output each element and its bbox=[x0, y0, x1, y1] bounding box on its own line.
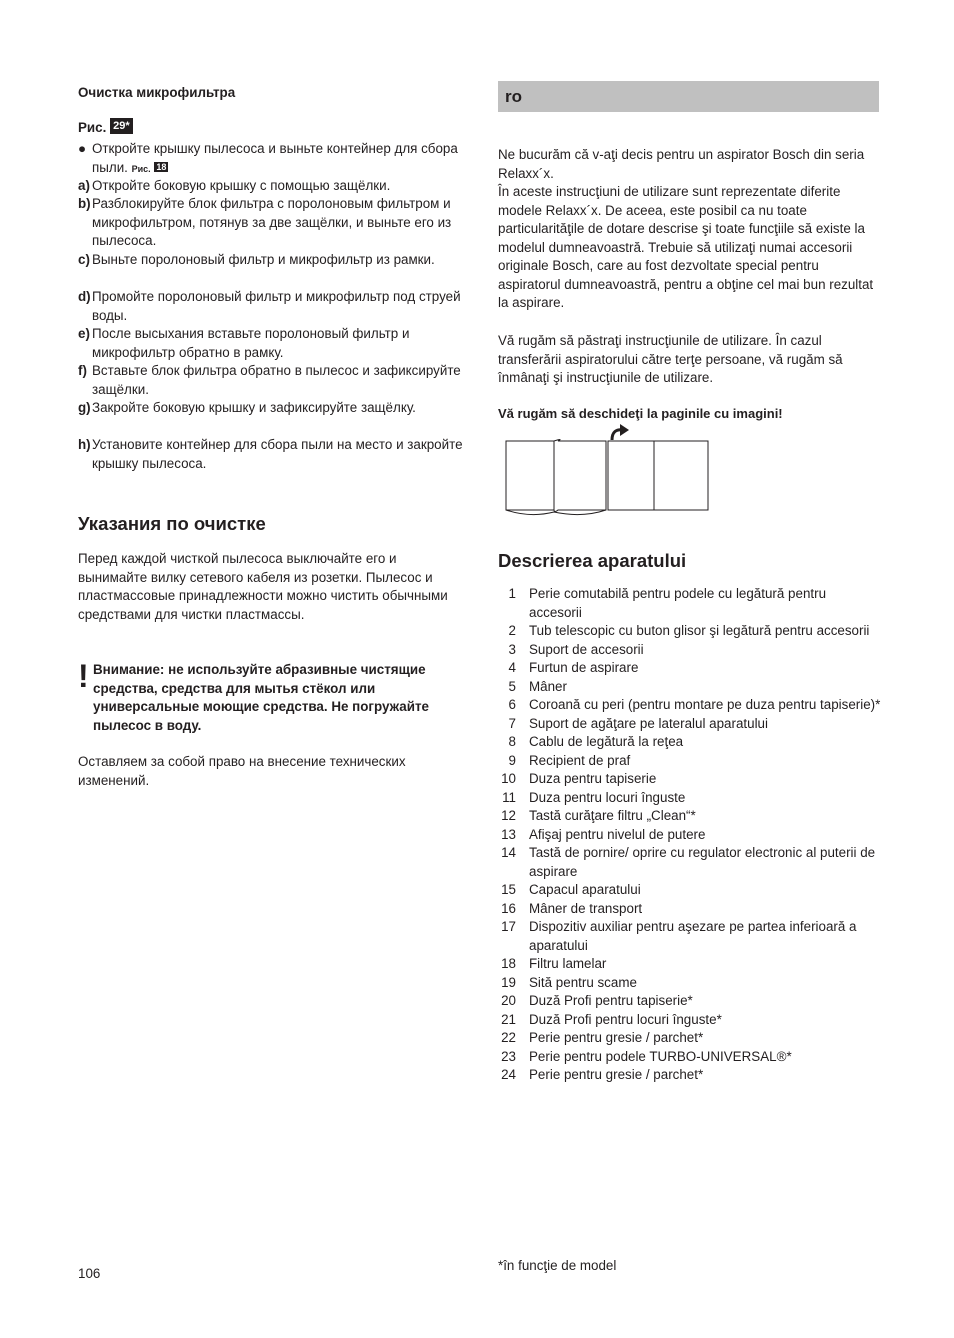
intro-paragraph-1: Ne bucurăm că v-aţi decis pentru un aspirator Bosch din seria Relaxx´x. bbox=[498, 147, 865, 181]
part-number: 17 bbox=[501, 919, 516, 934]
part-description: Recipient de praf bbox=[529, 752, 631, 768]
subhead-microfilter: Очистка микрофильтра bbox=[78, 85, 236, 100]
parts-list-item bbox=[498, 770, 882, 789]
part-number: 9 bbox=[508, 752, 516, 768]
parts-list-item bbox=[498, 715, 882, 734]
parts-list-item bbox=[498, 974, 882, 993]
part-description: Duză Profi pentru tapiserie* bbox=[529, 993, 693, 1008]
step-f bbox=[78, 362, 464, 399]
bullet-figure-badge: 18 bbox=[156, 161, 167, 172]
bullet-text: Откройте крышку пылесоса и выньте контейнер для сбора пыли. bbox=[92, 141, 458, 175]
parts-list-item bbox=[498, 826, 882, 845]
part-number: 4 bbox=[508, 660, 516, 675]
parts-list-item bbox=[498, 678, 882, 697]
footnote: *în funcţie de model bbox=[498, 1258, 617, 1273]
step-label: f) bbox=[78, 363, 87, 378]
part-number: 1 bbox=[508, 586, 516, 601]
part-number: 23 bbox=[501, 1048, 516, 1064]
step-label: h) bbox=[78, 437, 91, 452]
step-b bbox=[78, 195, 464, 251]
part-description: Tub telescopic cu buton glisor şi legătură pentru accesorii bbox=[529, 623, 870, 638]
part-number: 7 bbox=[508, 715, 516, 731]
part-description: Duză Profi pentru locuri înguste* bbox=[529, 1011, 722, 1027]
part-number: 21 bbox=[501, 1011, 516, 1027]
step-text: Разблокируйте блок фильтра с поролоновым фильтром и микрофильтром, потянув за две защёлки, и выньте его из пылесоса. bbox=[92, 196, 452, 248]
figure-number-badge: 29* bbox=[110, 118, 133, 134]
reserve-text: Оставляем за собой право на внесение технических изменений. bbox=[78, 754, 406, 788]
cleaning-text: Перед каждой чисткой пылесоса выключайте его и вынимайте вилку сетевого кабеля из розетки. Пылесос и пластмассовые принадлежности можно чистить обычными средствами для чистки пластмассы. bbox=[78, 551, 448, 622]
step-label: g) bbox=[78, 400, 91, 415]
parts-list-item bbox=[498, 900, 882, 919]
part-description: Perie pentru gresie / parchet* bbox=[529, 1030, 704, 1045]
language-bar bbox=[498, 81, 879, 112]
language-code: ro bbox=[505, 87, 522, 106]
part-number: 2 bbox=[508, 623, 516, 638]
parts-list-item bbox=[498, 807, 882, 826]
parts-list-item bbox=[498, 918, 882, 955]
part-number: 5 bbox=[508, 678, 516, 694]
bullet-figure-label: Рис. bbox=[131, 163, 151, 174]
part-number: 18 bbox=[501, 956, 516, 971]
part-description: Cablu de legătură la reţea bbox=[529, 734, 684, 749]
intro-paragraph-2: În aceste instrucţiuni de utilizare sunt reprezentate diferite modele Relaxx´x. De aceea, este posibil ca nu toate particularităţile de dotare descrise şi toate funcţiile să existe la modelul dumneavoastră. Trebuie să utilizaţi numai accesorii originale Bosch, care au fost dezvoltate special pentru aspiratorul dumneavoastră, pentru a obţine cel mai bun rezultat la aspirare. bbox=[498, 184, 874, 310]
parts-list-item bbox=[498, 1048, 882, 1067]
parts-list-item bbox=[498, 659, 882, 678]
step-e bbox=[78, 325, 464, 362]
step-label: d) bbox=[78, 289, 91, 304]
step-h bbox=[78, 436, 464, 473]
part-description: Suport de agăţare pe lateralul aparatului bbox=[529, 715, 768, 731]
part-description: Perie pentru gresie / parchet* bbox=[529, 1067, 704, 1082]
parts-list-item bbox=[498, 752, 882, 771]
parts-list-item bbox=[498, 733, 882, 752]
part-number: 3 bbox=[508, 641, 516, 657]
step-text: После высыхания вставьте поролоновый фильтр и микрофильтр обратно в рамку. bbox=[92, 326, 410, 360]
part-description: Suport de accesorii bbox=[529, 641, 644, 657]
step-g bbox=[78, 399, 464, 418]
figure-label: Рис. bbox=[78, 120, 107, 135]
step-label: a) bbox=[78, 178, 90, 193]
part-number: 16 bbox=[501, 900, 516, 916]
part-description: Perie pentru podele TURBO-UNIVERSAL®* bbox=[529, 1048, 792, 1064]
parts-list-item bbox=[498, 622, 882, 641]
part-number: 15 bbox=[501, 882, 516, 897]
part-number: 11 bbox=[502, 789, 516, 805]
part-description: Duza pentru locuri înguste bbox=[529, 789, 686, 805]
parts-list-item bbox=[498, 955, 882, 974]
parts-list-item bbox=[498, 641, 882, 660]
open-pages-note: Vă rugăm să deschideţi la paginile cu imagini! bbox=[498, 406, 783, 421]
bullet-icon: ● bbox=[78, 141, 87, 156]
step-d bbox=[78, 288, 464, 325]
parts-list-item bbox=[498, 844, 882, 881]
part-number: 13 bbox=[501, 826, 516, 842]
parts-list-item bbox=[498, 696, 882, 715]
part-description: Capacul aparatului bbox=[529, 882, 641, 897]
heading-cleaning: Указания по очистке bbox=[78, 513, 266, 534]
parts-list-item bbox=[498, 585, 882, 622]
parts-list-item bbox=[498, 789, 882, 808]
part-description: Filtru lamelar bbox=[529, 956, 607, 971]
part-description: Tastă de pornire/ oprire cu regulator electronic al puterii de aspirare bbox=[529, 845, 876, 879]
part-description: Dispozitiv auxiliar pentru aşezare pe partea inferioară a aparatului bbox=[529, 919, 857, 953]
figure-reference bbox=[78, 118, 464, 138]
part-description: Perie comutabilă pentru podele cu legătură pentru accesorii bbox=[529, 586, 827, 620]
part-number: 12 bbox=[501, 808, 516, 823]
part-description: Mâner bbox=[529, 678, 567, 694]
parts-list-item bbox=[498, 1011, 882, 1030]
step-label: e) bbox=[78, 326, 90, 341]
part-number: 6 bbox=[508, 697, 516, 712]
parts-list-item bbox=[498, 881, 882, 900]
open-booklet-icon bbox=[502, 424, 714, 516]
step-text: Промойте поролоновый фильтр и микрофильтр под струей воды. bbox=[92, 289, 461, 323]
part-number: 14 bbox=[501, 845, 516, 860]
part-description: Afişaj pentru nivelul de putere bbox=[529, 826, 706, 842]
step-text: Закройте боковую крышку и зафиксируйте защёлку. bbox=[92, 400, 416, 415]
part-number: 19 bbox=[501, 974, 516, 990]
heading-description: Descrierea aparatului bbox=[498, 550, 687, 571]
bullet-step bbox=[78, 140, 464, 178]
part-description: Duza pentru tapiserie bbox=[529, 771, 657, 786]
part-description: Mâner de transport bbox=[529, 900, 643, 916]
step-text: Вставьте блок фильтра обратно в пылесос и зафиксируйте защёлки. bbox=[92, 363, 461, 397]
part-number: 8 bbox=[508, 734, 516, 749]
parts-list-item bbox=[498, 1029, 882, 1048]
parts-list-item bbox=[498, 1066, 882, 1085]
part-description: Tastă curăţare filtru „Clean“* bbox=[529, 808, 696, 823]
step-c bbox=[78, 251, 464, 270]
part-description: Sită pentru scame bbox=[529, 974, 637, 990]
parts-list-item bbox=[498, 992, 882, 1011]
parts-list bbox=[498, 585, 882, 1085]
step-a bbox=[78, 177, 464, 196]
step-text: Откройте боковую крышку с помощью защёлки. bbox=[92, 178, 391, 193]
intro-paragraph-3: Vă rugăm să păstraţi instrucţiunile de utilizare. În cazul transferării aspiratorului către terţe persoane, vă rugăm să înmânaţi şi instrucţiunile de utilizare. bbox=[498, 333, 843, 385]
step-label: b) bbox=[78, 196, 91, 211]
part-number: 22 bbox=[501, 1030, 516, 1045]
part-description: Furtun de aspirare bbox=[529, 660, 639, 675]
part-number: 24 bbox=[501, 1067, 516, 1082]
step-label: c) bbox=[78, 252, 90, 267]
warning-icon: ! bbox=[78, 658, 89, 694]
part-description: Coroană cu peri (pentru montare pe duza pentru tapiserie)* bbox=[529, 697, 881, 712]
page-number: 106 bbox=[78, 1266, 101, 1281]
step-text: Выньте поролоновый фильтр и микрофильтр из рамки. bbox=[92, 252, 435, 267]
part-number: 20 bbox=[501, 993, 516, 1008]
step-text: Установите контейнер для сбора пыли на место и закройте крышку пылесоса. bbox=[92, 437, 463, 471]
warning-text: Внимание: не используйте абразивные чистящие средства, средства для мытья стёкол или универсальные моющие средства. Не погружайте пылесос в воду. bbox=[93, 662, 429, 733]
part-number: 10 bbox=[501, 771, 516, 786]
